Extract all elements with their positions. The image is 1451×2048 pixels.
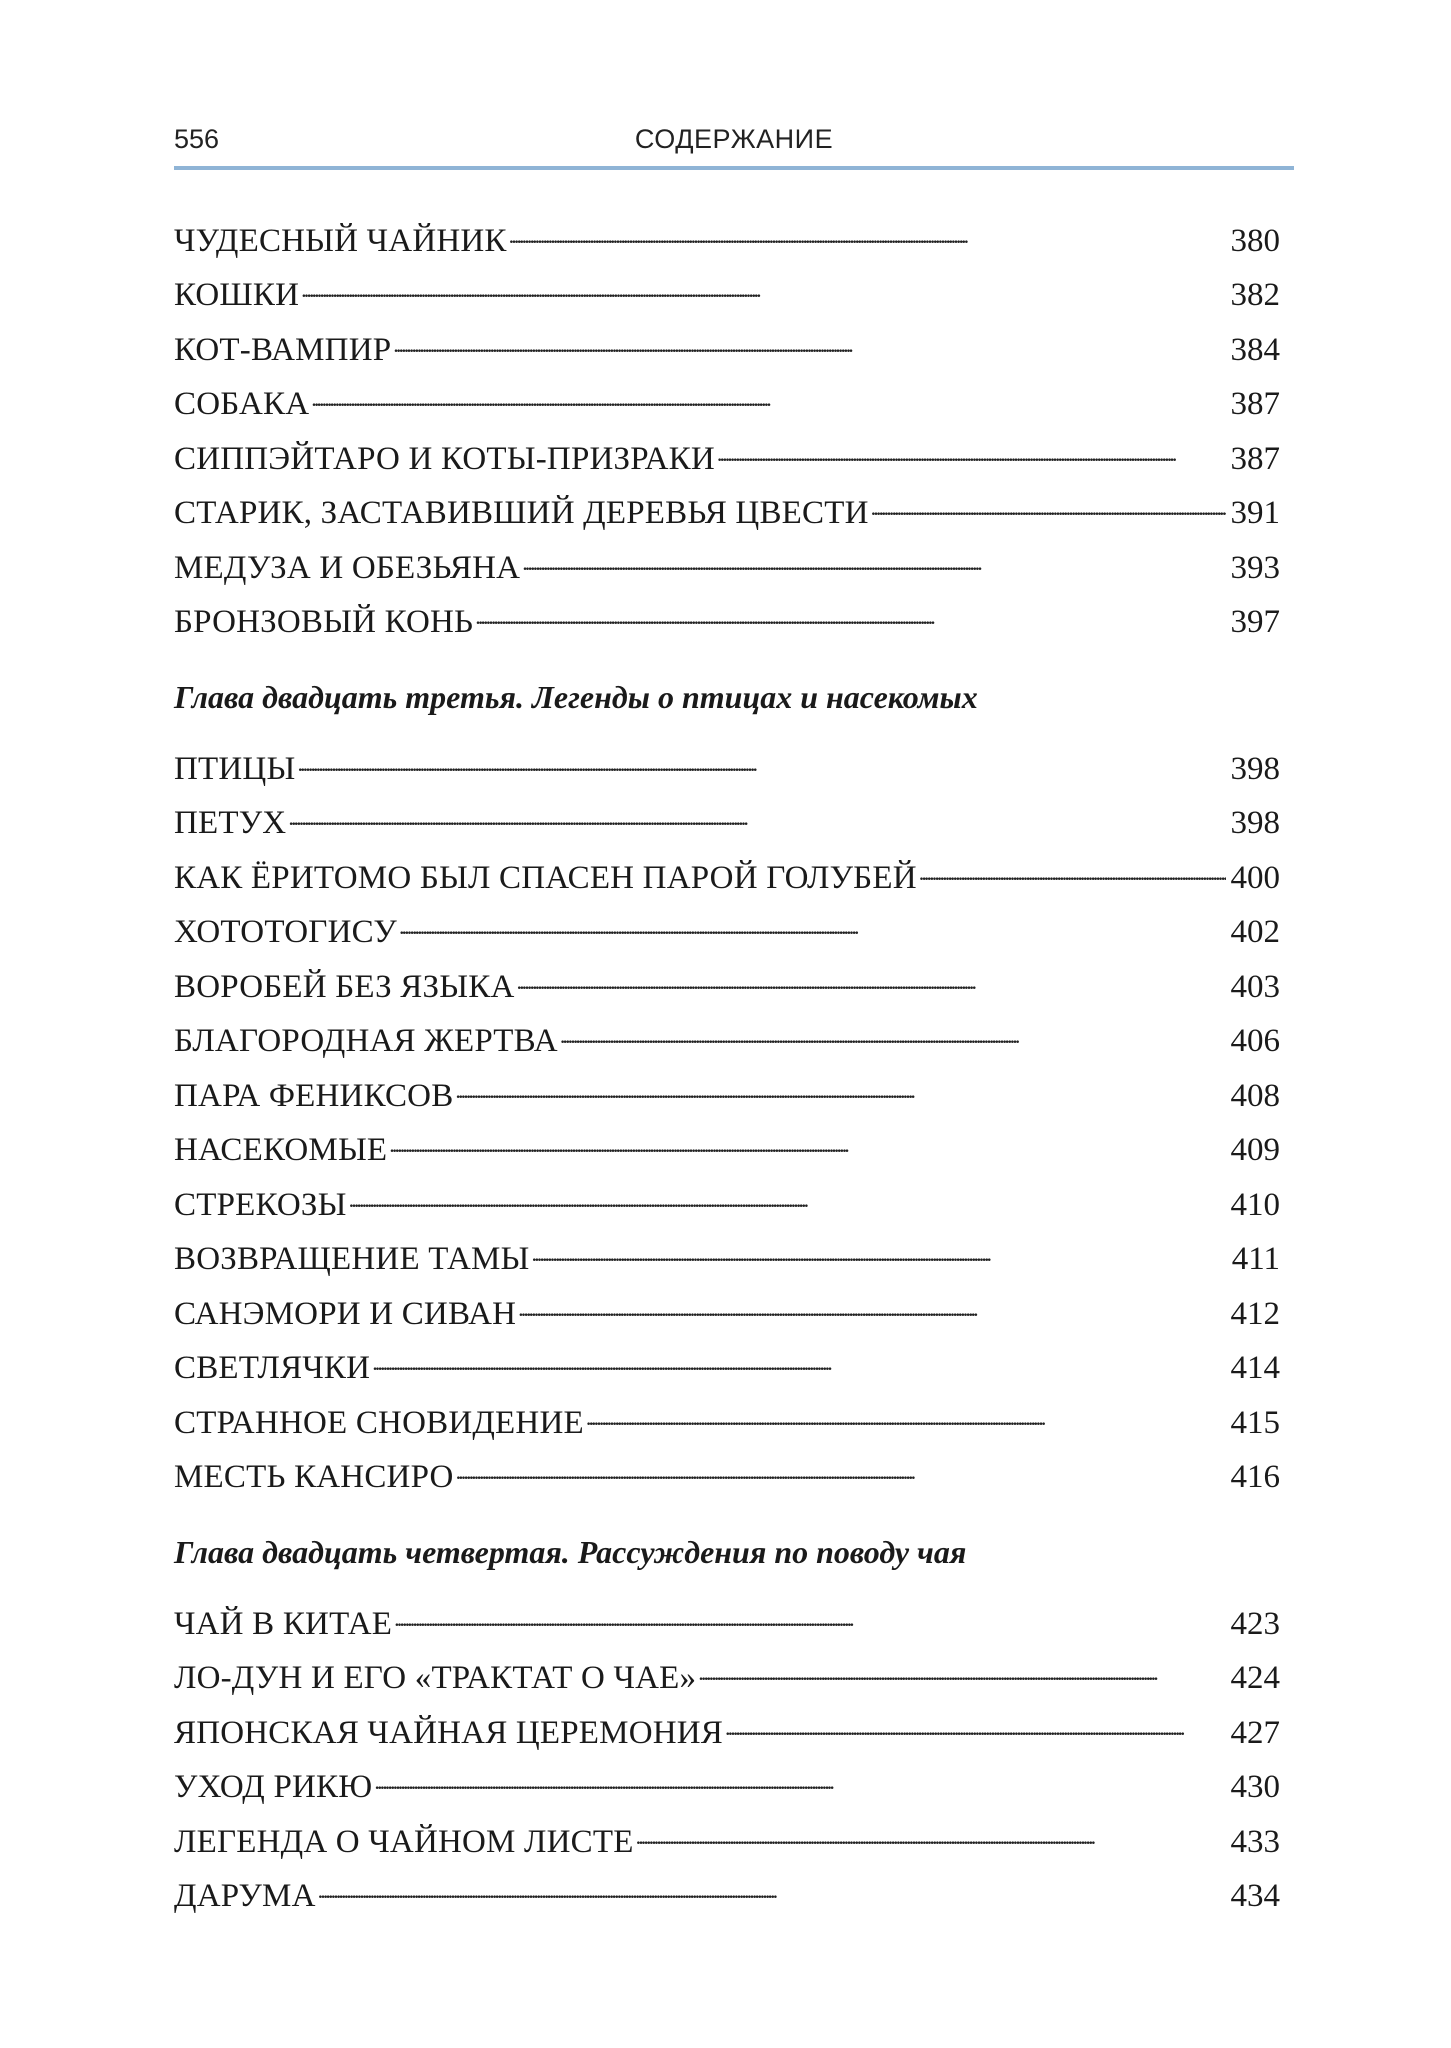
toc-entry-title: СТРАННОЕ СНОВИДЕНИЕ <box>174 1404 584 1441</box>
toc-entry-page: 393 <box>1230 549 1280 586</box>
toc-entry-title: КОШКИ <box>174 277 300 313</box>
toc-entry-page: 398 <box>1230 750 1280 787</box>
toc-entry <box>174 779 1280 841</box>
dot-leader <box>560 997 1226 1052</box>
toc-entry-page: 415 <box>1230 1404 1280 1441</box>
dot-leader <box>636 1797 1226 1852</box>
toc-entry-page: 403 <box>1230 968 1280 1005</box>
toc-entry-title: СОБАКА <box>174 386 310 422</box>
toc-entry-page: 400 <box>1230 859 1280 896</box>
dot-leader <box>301 251 1226 306</box>
toc-entry <box>174 305 1280 368</box>
toc-entry <box>174 1852 1280 1914</box>
dot-leader <box>725 1688 1226 1743</box>
dot-leader <box>456 1433 1226 1488</box>
toc-entry-title: УХОД РИКЮ <box>174 1769 373 1805</box>
dot-leader <box>349 1160 1226 1215</box>
dot-leader <box>374 1743 1226 1798</box>
dot-leader <box>586 1378 1226 1433</box>
toc-entry-title: ПЕТУХ <box>174 805 287 841</box>
dot-leader <box>919 833 1226 888</box>
toc-entry-page: 398 <box>1230 805 1280 841</box>
table-of-contents <box>174 196 1280 1914</box>
dot-leader <box>475 578 1226 633</box>
toc-entry-page: 397 <box>1230 604 1280 640</box>
toc-entry <box>174 414 1280 477</box>
header-rule <box>174 166 1294 170</box>
toc-entry-page: 382 <box>1230 277 1280 313</box>
toc-entry-page: 423 <box>1230 1605 1280 1642</box>
toc-entry-page: 430 <box>1230 1769 1280 1805</box>
dot-leader <box>297 724 1226 779</box>
dot-leader <box>394 1579 1226 1634</box>
dot-leader <box>372 1324 1226 1379</box>
toc-entry-title: ЧУДЕСНЫЙ ЧАЙНИК <box>174 222 507 259</box>
dot-leader <box>288 779 1226 834</box>
toc-entry-title: КОТ-ВАМПИР <box>174 331 392 368</box>
dot-leader <box>522 523 1226 578</box>
toc-entry <box>174 196 1280 259</box>
toc-entry-title: СТАРИК, ЗАСТАВИВШИЙ ДЕРЕВЬЯ ЦВЕСТИ <box>174 495 869 531</box>
toc-entry-title: ДАРУМА <box>174 1878 316 1914</box>
toc-entry-page: 427 <box>1230 1714 1280 1751</box>
dot-leader <box>311 360 1226 415</box>
toc-entry-page: 416 <box>1230 1459 1280 1495</box>
toc-entry-title: САНЭМОРИ И СИВАН <box>174 1295 517 1332</box>
dot-leader <box>717 414 1226 469</box>
toc-entry-page: 387 <box>1230 386 1280 422</box>
toc-entry-page: 412 <box>1230 1295 1280 1332</box>
toc-entry-title: СТРЕКОЗЫ <box>174 1186 347 1223</box>
toc-entry-title: СИППЭЙТАРО И КОТЫ-ПРИЗРАКИ <box>174 440 715 477</box>
toc-entry-page: 409 <box>1230 1132 1280 1168</box>
toc-entry-page: 414 <box>1230 1350 1280 1386</box>
section-title: СОДЕРЖАНИЕ <box>634 124 834 154</box>
toc-group <box>174 196 1280 640</box>
chapter-heading: Глава двадцать четвертая. Рассуждения по поводу чая <box>174 1534 967 1570</box>
dot-leader <box>532 1215 1226 1270</box>
toc-entry-title: МЕДУЗА И ОБЕЗЬЯНА <box>174 549 521 586</box>
dot-leader <box>518 1269 1226 1324</box>
toc-entry-page: 433 <box>1230 1823 1280 1860</box>
toc-entry-page: 391 <box>1230 495 1280 531</box>
toc-entry-title: ПТИЦЫ <box>174 750 296 787</box>
toc-entry-title: НАСЕКОМЫЕ <box>174 1132 388 1168</box>
dot-leader <box>698 1634 1226 1689</box>
toc-entry-title: ХОТОТОГИСУ <box>174 914 397 950</box>
toc-entry-page: 434 <box>1230 1878 1280 1914</box>
toc-entry <box>174 724 1280 787</box>
toc-entry <box>174 251 1280 313</box>
toc-entry-page: 380 <box>1230 222 1280 259</box>
toc-group <box>174 670 1280 1495</box>
dot-leader <box>399 888 1226 943</box>
page-number: 556 <box>174 124 220 154</box>
dot-leader <box>455 1051 1226 1106</box>
toc-entry-title: ЯПОНСКАЯ ЧАЙНАЯ ЦЕРЕМОНИЯ <box>174 1714 724 1751</box>
chapter-heading: Глава двадцать третья. Легенды о птицах и насекомых <box>174 679 978 715</box>
toc-group <box>174 1525 1280 1914</box>
toc-entry-page: 384 <box>1230 331 1280 368</box>
toc-entry-page: 406 <box>1230 1023 1280 1059</box>
running-head <box>174 120 1294 160</box>
toc-entry <box>174 1579 1280 1642</box>
toc-entry-title: БЛАГОРОДНАЯ ЖЕРТВА <box>174 1023 558 1059</box>
dot-leader <box>389 1106 1226 1161</box>
toc-entry-title: МЕСТЬ КАНСИРО <box>174 1459 454 1495</box>
dot-leader <box>393 305 1226 360</box>
toc-entry-page: 411 <box>1231 1241 1280 1277</box>
dot-leader <box>318 1852 1226 1907</box>
toc-entry-title: ЛЕГЕНДА О ЧАЙНОМ ЛИСТЕ <box>174 1823 634 1860</box>
toc-entry-page: 387 <box>1230 440 1280 477</box>
toc-entry <box>174 360 1280 422</box>
dot-leader <box>871 469 1226 524</box>
toc-entry-page: 408 <box>1230 1077 1280 1114</box>
dot-leader <box>509 196 1226 251</box>
toc-entry-page: 402 <box>1230 914 1280 950</box>
toc-entry-title: ЧАЙ В КИТАЕ <box>174 1605 393 1642</box>
toc-entry-title: КАК ЁРИТОМО БЫЛ СПАСЕН ПАРОЙ ГОЛУБЕЙ <box>174 859 917 896</box>
toc-entry-title: ВОРОБЕЙ БЕЗ ЯЗЫКА <box>174 968 515 1005</box>
toc-entry-title: ПАРА ФЕНИКСОВ <box>174 1077 454 1114</box>
dot-leader <box>516 942 1226 997</box>
toc-entry-title: ВОЗВРАЩЕНИЕ ТАМЫ <box>174 1241 530 1277</box>
toc-entry-title: ЛО-ДУН И ЕГО «ТРАКТАТ О ЧАЕ» <box>174 1660 697 1696</box>
toc-entry-title: СВЕТЛЯЧКИ <box>174 1350 371 1386</box>
toc-entry-page: 410 <box>1230 1186 1280 1223</box>
toc-entry-page: 424 <box>1230 1660 1280 1696</box>
toc-entry-title: БРОНЗОВЫЙ КОНЬ <box>174 604 474 640</box>
toc-entry <box>174 833 1280 896</box>
